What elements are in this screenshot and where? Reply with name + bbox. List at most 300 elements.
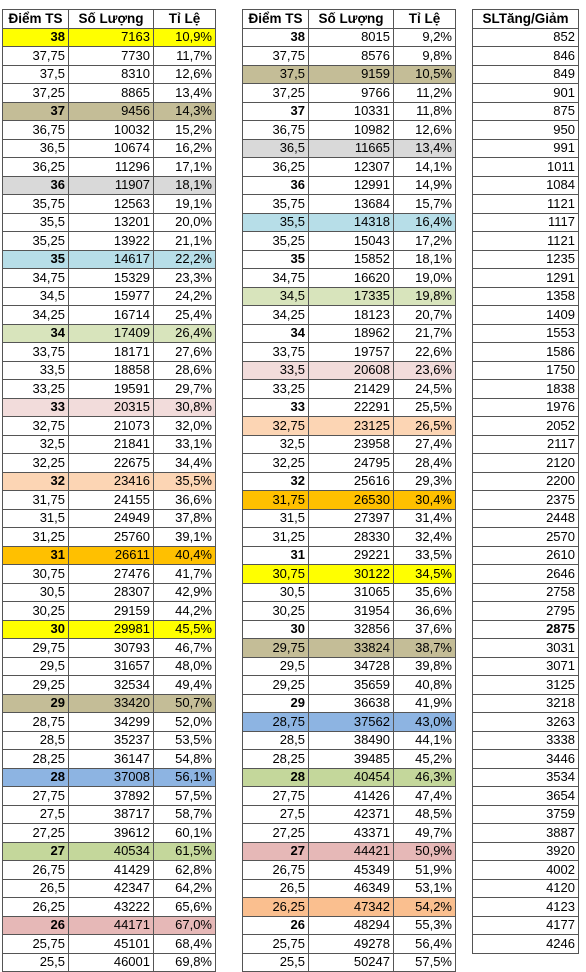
rate-cell: 19,1%	[154, 195, 216, 214]
table-row	[243, 842, 456, 861]
change-cell: 846	[473, 47, 579, 66]
count-cell: 7163	[69, 28, 154, 47]
score-cell: 31,5	[3, 509, 69, 528]
score-cell: 31	[3, 546, 69, 565]
change-cell: 2875	[473, 620, 579, 639]
score-cell: 27,5	[243, 805, 309, 824]
table-row	[243, 676, 456, 695]
table-row	[243, 602, 456, 621]
change-cell: 1117	[473, 213, 579, 232]
rate-cell: 68,4%	[154, 935, 216, 954]
table-row	[473, 713, 579, 732]
count-cell: 41429	[69, 861, 154, 880]
rate-cell: 18,1%	[154, 176, 216, 195]
rate-cell: 20,0%	[154, 213, 216, 232]
count-cell: 35237	[69, 731, 154, 750]
score-cell: 28	[243, 768, 309, 787]
count-cell: 11296	[69, 158, 154, 177]
count-cell: 50247	[309, 953, 394, 972]
count-cell: 45101	[69, 935, 154, 954]
count-cell: 34728	[309, 657, 394, 676]
rate-cell: 45,5%	[154, 620, 216, 639]
rate-cell: 9,2%	[394, 28, 456, 47]
rate-cell: 26,4%	[154, 324, 216, 343]
count-cell: 14318	[309, 213, 394, 232]
rate-cell: 40,4%	[154, 546, 216, 565]
table-row	[243, 509, 456, 528]
score-cell: 29,5	[3, 657, 69, 676]
rate-cell: 56,4%	[394, 935, 456, 954]
table-row	[473, 380, 579, 399]
table-row	[473, 657, 579, 676]
table-row	[473, 472, 579, 491]
table-row	[3, 121, 216, 140]
table-row	[243, 583, 456, 602]
table-row	[243, 491, 456, 510]
table-row	[243, 565, 456, 584]
table-row	[3, 787, 216, 806]
table-row	[243, 731, 456, 750]
rate-cell: 15,7%	[394, 195, 456, 214]
change-cell: 2795	[473, 602, 579, 621]
score-cell: 36,25	[243, 158, 309, 177]
table-row	[3, 842, 216, 861]
count-cell: 22675	[69, 454, 154, 473]
count-cell: 40534	[69, 842, 154, 861]
table-row	[473, 861, 579, 880]
count-cell: 28330	[309, 528, 394, 547]
count-cell: 15852	[309, 250, 394, 269]
count-cell: 20608	[309, 361, 394, 380]
table-row	[243, 158, 456, 177]
count-cell: 25616	[309, 472, 394, 491]
rate-cell: 50,9%	[394, 842, 456, 861]
table-row	[3, 158, 216, 177]
table-row	[3, 620, 216, 639]
change-cell: 2052	[473, 417, 579, 436]
score-cell: 27,25	[3, 824, 69, 843]
rate-cell: 39,1%	[154, 528, 216, 547]
table-row	[243, 805, 456, 824]
count-cell: 18123	[309, 306, 394, 325]
change-cell: 950	[473, 121, 579, 140]
change-header: SLTăng/Giảm	[473, 10, 579, 29]
score-cell: 25,75	[243, 935, 309, 954]
score-cell: 30,75	[3, 565, 69, 584]
score-cell: 34,25	[243, 306, 309, 325]
count-cell: 23125	[309, 417, 394, 436]
table-row	[3, 583, 216, 602]
rate-cell: 65,6%	[154, 898, 216, 917]
score-cell: 33,25	[243, 380, 309, 399]
count-cell: 31657	[69, 657, 154, 676]
score-cell: 31,25	[3, 528, 69, 547]
change-cell: 1235	[473, 250, 579, 269]
table-row	[3, 102, 216, 121]
count-cell: 37008	[69, 768, 154, 787]
table-row	[243, 620, 456, 639]
score-cell: 26,75	[243, 861, 309, 880]
header-row	[473, 10, 579, 29]
rate-cell: 12,6%	[394, 121, 456, 140]
change-cell: 2120	[473, 454, 579, 473]
table-row	[3, 509, 216, 528]
table-row	[243, 213, 456, 232]
count-cell: 10674	[69, 139, 154, 158]
rate-cell: 11,8%	[394, 102, 456, 121]
count-cell: 27476	[69, 565, 154, 584]
count-cell: 12991	[309, 176, 394, 195]
score-cell: 31,5	[243, 509, 309, 528]
table-row	[473, 84, 579, 103]
score-cell: 37,75	[3, 47, 69, 66]
table-row	[243, 916, 456, 935]
count-cell: 45349	[309, 861, 394, 880]
rate-cell: 14,3%	[154, 102, 216, 121]
table-row	[3, 528, 216, 547]
rate-cell: 17,2%	[394, 232, 456, 251]
table-row	[243, 694, 456, 713]
count-cell: 15329	[69, 269, 154, 288]
rate-cell: 69,8%	[154, 953, 216, 972]
table-row	[243, 343, 456, 362]
table-row	[3, 65, 216, 84]
table-row	[473, 528, 579, 547]
score-cell: 33,75	[3, 343, 69, 362]
table-row	[3, 472, 216, 491]
table-row	[3, 232, 216, 251]
change-table	[472, 9, 579, 954]
score-cell: 34	[243, 324, 309, 343]
rate-cell: 43,0%	[394, 713, 456, 732]
table-row	[3, 491, 216, 510]
score-cell: 33,25	[3, 380, 69, 399]
rate-cell: 22,6%	[394, 343, 456, 362]
rate-cell: 48,5%	[394, 805, 456, 824]
table-row	[243, 269, 456, 288]
count-cell: 33420	[69, 694, 154, 713]
table-row	[473, 28, 579, 47]
count-cell: 8865	[69, 84, 154, 103]
table-row	[243, 65, 456, 84]
header-row	[3, 10, 216, 29]
table-row	[3, 84, 216, 103]
count-cell: 38490	[309, 731, 394, 750]
score-cell: 34,75	[243, 269, 309, 288]
table-row	[243, 232, 456, 251]
score-cell: 31	[243, 546, 309, 565]
table-row	[473, 250, 579, 269]
score-cell: 36	[243, 176, 309, 195]
score-cell: 33	[3, 398, 69, 417]
rate-cell: 12,6%	[154, 65, 216, 84]
rate-cell: 17,1%	[154, 158, 216, 177]
count-cell: 41426	[309, 787, 394, 806]
rate-cell: 34,5%	[394, 565, 456, 584]
table-row	[243, 195, 456, 214]
count-cell: 13684	[309, 195, 394, 214]
table-row	[243, 768, 456, 787]
change-cell: 4120	[473, 879, 579, 898]
score-cell: 25,5	[243, 953, 309, 972]
score-cell: 27,5	[3, 805, 69, 824]
count-cell: 21841	[69, 435, 154, 454]
rate-cell: 37,8%	[154, 509, 216, 528]
score-cell: 33	[243, 398, 309, 417]
score-cell: 36,5	[3, 139, 69, 158]
table-row	[243, 398, 456, 417]
change-cell: 4002	[473, 861, 579, 880]
table-row	[243, 713, 456, 732]
change-cell: 1084	[473, 176, 579, 195]
table-row	[473, 731, 579, 750]
rate-cell: 38,7%	[394, 639, 456, 658]
rate-cell: 53,5%	[154, 731, 216, 750]
count-cell: 48294	[309, 916, 394, 935]
rate-cell: 47,4%	[394, 787, 456, 806]
count-cell: 37892	[69, 787, 154, 806]
count-cell: 9159	[309, 65, 394, 84]
count-cell: 19591	[69, 380, 154, 399]
rate-cell: 64,2%	[154, 879, 216, 898]
change-cell: 2117	[473, 435, 579, 454]
table-row	[473, 898, 579, 917]
table-row	[3, 953, 216, 972]
rate-cell: 40,8%	[394, 676, 456, 695]
rate-cell: 24,5%	[394, 380, 456, 399]
score-cell: 36,75	[3, 121, 69, 140]
table-row	[3, 47, 216, 66]
count-cell: 24795	[309, 454, 394, 473]
count-cell: 36638	[309, 694, 394, 713]
table-row	[3, 417, 216, 436]
table-row	[243, 380, 456, 399]
table-row	[3, 768, 216, 787]
change-cell: 2646	[473, 565, 579, 584]
score-cell: 30	[3, 620, 69, 639]
score-cell: 27,25	[243, 824, 309, 843]
rate-cell: 23,3%	[154, 269, 216, 288]
change-cell: 3654	[473, 787, 579, 806]
change-cell: 1011	[473, 158, 579, 177]
change-cell: 4123	[473, 898, 579, 917]
table-row	[3, 805, 216, 824]
table-row	[3, 898, 216, 917]
count-cell: 8310	[69, 65, 154, 84]
score-cell: 27	[243, 842, 309, 861]
count-cell: 11665	[309, 139, 394, 158]
score-cell: 28,75	[3, 713, 69, 732]
score-cell: 36,25	[3, 158, 69, 177]
header-row	[243, 10, 456, 29]
table-row	[473, 287, 579, 306]
score-cell: 32	[243, 472, 309, 491]
score-cell: 37	[3, 102, 69, 121]
count-cell: 42347	[69, 879, 154, 898]
rate-cell: 45,2%	[394, 750, 456, 769]
score-cell: 32,5	[3, 435, 69, 454]
table-row	[473, 694, 579, 713]
table-row	[3, 306, 216, 325]
count-cell: 30122	[309, 565, 394, 584]
rate-cell: 36,6%	[394, 602, 456, 621]
rate-cell: 52,0%	[154, 713, 216, 732]
change-cell: 3759	[473, 805, 579, 824]
table-row	[473, 583, 579, 602]
table-row	[473, 565, 579, 584]
score-cell: 37,5	[3, 65, 69, 84]
count-cell: 20315	[69, 398, 154, 417]
score-cell: 36,5	[243, 139, 309, 158]
count-cell: 11907	[69, 176, 154, 195]
table-row	[3, 343, 216, 362]
rate-cell: 50,7%	[154, 694, 216, 713]
table-row	[3, 269, 216, 288]
count-cell: 14617	[69, 250, 154, 269]
rate-cell: 28,6%	[154, 361, 216, 380]
change-cell: 1121	[473, 232, 579, 251]
rate-cell: 39,8%	[394, 657, 456, 676]
score-cell: 28,5	[3, 731, 69, 750]
score-cell: 26	[3, 916, 69, 935]
count-cell: 40454	[309, 768, 394, 787]
table-row	[3, 694, 216, 713]
score-cell: 33,75	[243, 343, 309, 362]
change-cell: 1291	[473, 269, 579, 288]
score-cell: 32,5	[243, 435, 309, 454]
count-cell: 13201	[69, 213, 154, 232]
score-cell: 31,25	[243, 528, 309, 547]
table-row	[3, 750, 216, 769]
table-row	[473, 602, 579, 621]
rate-cell: 31,4%	[394, 509, 456, 528]
rate-cell: 23,6%	[394, 361, 456, 380]
change-cell: 3031	[473, 639, 579, 658]
score-cell: 28,25	[243, 750, 309, 769]
table-row	[473, 213, 579, 232]
score-cell: 34	[3, 324, 69, 343]
rate-cell: 67,0%	[154, 916, 216, 935]
rate-cell: 16,4%	[394, 213, 456, 232]
score-cell: 35,75	[243, 195, 309, 214]
count-header: Số Lượng	[69, 10, 154, 29]
change-cell: 3920	[473, 842, 579, 861]
table-row	[473, 232, 579, 251]
count-cell: 24949	[69, 509, 154, 528]
rate-cell: 49,7%	[394, 824, 456, 843]
rate-cell: 41,7%	[154, 565, 216, 584]
table-row	[3, 639, 216, 658]
change-cell: 1586	[473, 343, 579, 362]
table-row	[473, 509, 579, 528]
change-cell: 1838	[473, 380, 579, 399]
count-cell: 10331	[309, 102, 394, 121]
table-row	[3, 676, 216, 695]
count-cell: 44421	[309, 842, 394, 861]
rate-cell: 14,1%	[394, 158, 456, 177]
score-cell: 26	[243, 916, 309, 935]
rate-cell: 46,7%	[154, 639, 216, 658]
rate-cell: 26,5%	[394, 417, 456, 436]
left-score-table	[2, 9, 216, 972]
table-row	[243, 454, 456, 473]
count-cell: 25760	[69, 528, 154, 547]
table-row	[473, 361, 579, 380]
rate-cell: 54,8%	[154, 750, 216, 769]
rate-cell: 37,6%	[394, 620, 456, 639]
table-row	[473, 102, 579, 121]
change-cell: 2758	[473, 583, 579, 602]
rate-cell: 28,4%	[394, 454, 456, 473]
count-cell: 19757	[309, 343, 394, 362]
table-row	[243, 84, 456, 103]
score-cell: 28,75	[243, 713, 309, 732]
rate-cell: 25,4%	[154, 306, 216, 325]
middle-score-table	[242, 9, 456, 972]
score-cell: 32,25	[3, 454, 69, 473]
table-row	[473, 398, 579, 417]
rate-cell: 11,2%	[394, 84, 456, 103]
rate-cell: 44,2%	[154, 602, 216, 621]
rate-cell: 42,9%	[154, 583, 216, 602]
rate-cell: 10,5%	[394, 65, 456, 84]
score-cell: 36,75	[243, 121, 309, 140]
score-cell: 26,25	[3, 898, 69, 917]
score-cell: 35	[3, 250, 69, 269]
count-cell: 17409	[69, 324, 154, 343]
table-row	[473, 768, 579, 787]
score-cell: 28,25	[3, 750, 69, 769]
rate-cell: 44,1%	[394, 731, 456, 750]
rate-cell: 16,2%	[154, 139, 216, 158]
table-row	[3, 657, 216, 676]
count-cell: 26611	[69, 546, 154, 565]
score-cell: 34,75	[3, 269, 69, 288]
rate-cell: 57,5%	[394, 953, 456, 972]
rate-cell: 35,6%	[394, 583, 456, 602]
score-cell: 32,25	[243, 454, 309, 473]
count-cell: 38717	[69, 805, 154, 824]
change-cell: 1553	[473, 324, 579, 343]
table-row	[473, 639, 579, 658]
score-cell: 26,75	[3, 861, 69, 880]
table-row	[243, 824, 456, 843]
table-row	[243, 472, 456, 491]
table-row	[473, 158, 579, 177]
score-cell: 29,75	[3, 639, 69, 658]
count-cell: 23958	[309, 435, 394, 454]
score-cell: 25,75	[3, 935, 69, 954]
rate-cell: 58,7%	[154, 805, 216, 824]
table-row	[3, 916, 216, 935]
count-cell: 21429	[309, 380, 394, 399]
table-row	[3, 435, 216, 454]
count-cell: 29159	[69, 602, 154, 621]
rate-cell: 36,6%	[154, 491, 216, 510]
score-cell: 29,75	[243, 639, 309, 658]
count-cell: 12307	[309, 158, 394, 177]
score-cell: 37,5	[243, 65, 309, 84]
rate-cell: 51,9%	[394, 861, 456, 880]
score-cell: 31,75	[3, 491, 69, 510]
rate-cell: 10,9%	[154, 28, 216, 47]
table-row	[3, 731, 216, 750]
rate-cell: 19,8%	[394, 287, 456, 306]
score-cell: 30,25	[3, 602, 69, 621]
score-cell: 34,5	[3, 287, 69, 306]
score-cell: 31,75	[243, 491, 309, 510]
score-cell: 37,25	[3, 84, 69, 103]
